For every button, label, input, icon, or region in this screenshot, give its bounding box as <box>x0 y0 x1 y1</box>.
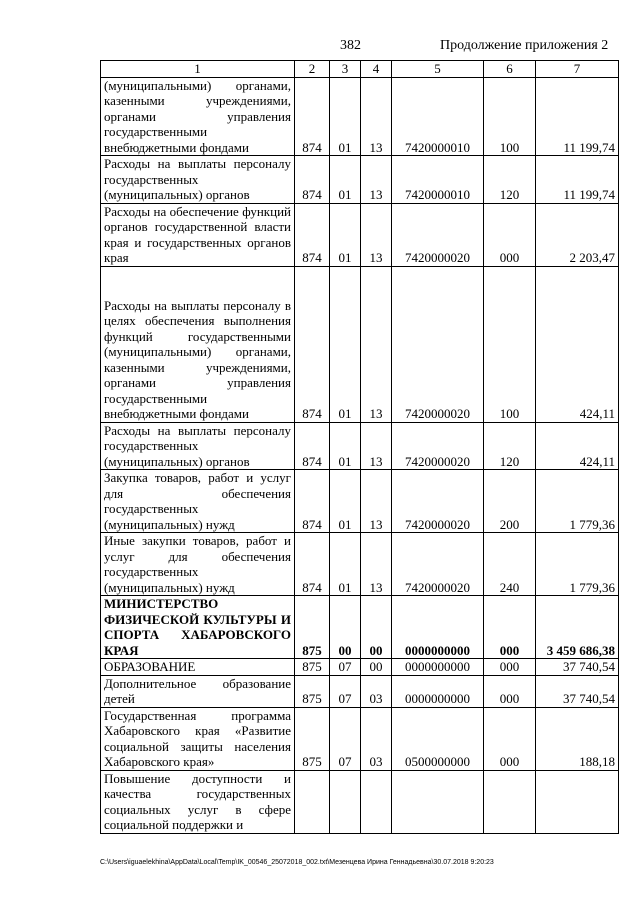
amount: 1 779,36 <box>536 470 619 533</box>
section-code: 07 <box>330 707 361 770</box>
target-article-code: 7420000020 <box>392 533 484 596</box>
target-article-code: 7420000020 <box>392 266 484 422</box>
row-description: Дополнительное образование детей <box>101 675 295 707</box>
target-article-code: 7420000020 <box>392 422 484 470</box>
amount: 11 199,74 <box>536 77 619 156</box>
table-row <box>101 596 619 659</box>
amount: 1 779,36 <box>536 533 619 596</box>
column-header: 4 <box>361 61 392 78</box>
row-description: ОБРАЗОВАНИЕ <box>101 659 295 676</box>
ministry-code: 874 <box>295 470 330 533</box>
table-row <box>101 422 619 470</box>
subsection-code <box>361 770 392 833</box>
section-code <box>330 770 361 833</box>
budget-table <box>100 60 619 834</box>
row-description: Повышение доступности и качества государственных социальных услуг в сфере социальной поддержки и <box>101 770 295 833</box>
section-code: 01 <box>330 533 361 596</box>
page-number: 382 <box>340 38 361 53</box>
table-row <box>101 770 619 833</box>
subsection-code: 03 <box>361 707 392 770</box>
appendix-continuation-label: Продолжение приложения 2 <box>440 38 609 53</box>
section-code: 01 <box>330 77 361 156</box>
amount: 2 203,47 <box>536 203 619 266</box>
amount: 3 459 686,38 <box>536 596 619 659</box>
table-row <box>101 470 619 533</box>
amount: 37 740,54 <box>536 675 619 707</box>
row-description: Расходы на выплаты персоналу в целях обеспечения выполнения функций государственными (муниципальными) органами, казенными учреждениями, органами управления государственными внебюджетными фондами <box>101 266 295 422</box>
row-description: Иные закупки товаров, работ и услуг для обеспечения государственных (муниципальных) нужд <box>101 533 295 596</box>
row-description: Расходы на обеспечение функций органов государственной власти края и государственных органов края <box>101 203 295 266</box>
column-header: 3 <box>330 61 361 78</box>
subsection-code: 13 <box>361 533 392 596</box>
table-row <box>101 533 619 596</box>
column-header: 5 <box>392 61 484 78</box>
section-code: 01 <box>330 203 361 266</box>
table-row <box>101 675 619 707</box>
column-header: 2 <box>295 61 330 78</box>
section-code: 01 <box>330 422 361 470</box>
subsection-code: 13 <box>361 156 392 204</box>
subsection-code: 00 <box>361 659 392 676</box>
section-code: 01 <box>330 266 361 422</box>
table-row <box>101 77 619 156</box>
amount: 424,11 <box>536 266 619 422</box>
file-path-footer: C:\Users\iguaelekhina\AppData\Local\Temp\IK_00546_25072018_002.txt\Мезенцева Ирина Геннадьевна\30.07.2018 9:20:23 <box>100 859 494 866</box>
budget-table-body <box>101 61 619 834</box>
target-article-code <box>392 770 484 833</box>
column-number-row <box>101 61 619 78</box>
expense-type-code: 120 <box>484 422 536 470</box>
ministry-code: 874 <box>295 156 330 204</box>
table-row <box>101 659 619 676</box>
row-description: Расходы на выплаты персоналу государственных (муниципальных) органов <box>101 156 295 204</box>
target-article-code: 0000000000 <box>392 596 484 659</box>
ministry-code: 875 <box>295 659 330 676</box>
section-code: 07 <box>330 675 361 707</box>
expense-type-code: 120 <box>484 156 536 204</box>
column-header: 6 <box>484 61 536 78</box>
table-row <box>101 203 619 266</box>
table-row <box>101 156 619 204</box>
section-code: 01 <box>330 156 361 204</box>
ministry-code: 875 <box>295 675 330 707</box>
section-code: 01 <box>330 470 361 533</box>
section-code: 07 <box>330 659 361 676</box>
target-article-code: 7420000010 <box>392 77 484 156</box>
column-header: 7 <box>536 61 619 78</box>
ministry-code: 874 <box>295 77 330 156</box>
ministry-code <box>295 770 330 833</box>
amount <box>536 770 619 833</box>
subsection-code: 13 <box>361 203 392 266</box>
expense-type-code: 000 <box>484 675 536 707</box>
target-article-code: 7420000010 <box>392 156 484 204</box>
expense-type-code: 000 <box>484 596 536 659</box>
row-description: (муниципальными) органами, казенными учреждениями, органами управления государственными внебюджетными фондами <box>101 77 295 156</box>
column-header: 1 <box>101 61 295 78</box>
section-code: 00 <box>330 596 361 659</box>
ministry-code: 874 <box>295 422 330 470</box>
target-article-code: 7420000020 <box>392 203 484 266</box>
table-row <box>101 266 619 422</box>
table-row <box>101 707 619 770</box>
expense-type-code <box>484 770 536 833</box>
target-article-code: 7420000020 <box>392 470 484 533</box>
target-article-code: 0000000000 <box>392 659 484 676</box>
amount: 188,18 <box>536 707 619 770</box>
ministry-code: 875 <box>295 707 330 770</box>
row-description: Закупка товаров, работ и услуг для обеспечения государственных (муниципальных) нужд <box>101 470 295 533</box>
target-article-code: 0000000000 <box>392 675 484 707</box>
target-article-code: 0500000000 <box>392 707 484 770</box>
subsection-code: 13 <box>361 77 392 156</box>
expense-type-code: 240 <box>484 533 536 596</box>
expense-type-code: 000 <box>484 203 536 266</box>
amount: 37 740,54 <box>536 659 619 676</box>
expense-type-code: 100 <box>484 77 536 156</box>
expense-type-code: 100 <box>484 266 536 422</box>
row-description: Государственная программа Хабаровского края «Развитие социальной защиты населения Хабаровского края» <box>101 707 295 770</box>
ministry-code: 874 <box>295 533 330 596</box>
subsection-code: 13 <box>361 422 392 470</box>
row-description: МИНИСТЕРСТВО ФИЗИЧЕСКОЙ КУЛЬТУРЫ И СПОРТА ХАБАРОВСКОГО КРАЯ <box>101 596 295 659</box>
subsection-code: 00 <box>361 596 392 659</box>
amount: 11 199,74 <box>536 156 619 204</box>
ministry-code: 874 <box>295 203 330 266</box>
expense-type-code: 000 <box>484 659 536 676</box>
ministry-code: 875 <box>295 596 330 659</box>
expense-type-code: 000 <box>484 707 536 770</box>
amount: 424,11 <box>536 422 619 470</box>
expense-type-code: 200 <box>484 470 536 533</box>
subsection-code: 13 <box>361 266 392 422</box>
subsection-code: 03 <box>361 675 392 707</box>
ministry-code: 874 <box>295 266 330 422</box>
row-description: Расходы на выплаты персоналу государственных (муниципальных) органов <box>101 422 295 470</box>
subsection-code: 13 <box>361 470 392 533</box>
